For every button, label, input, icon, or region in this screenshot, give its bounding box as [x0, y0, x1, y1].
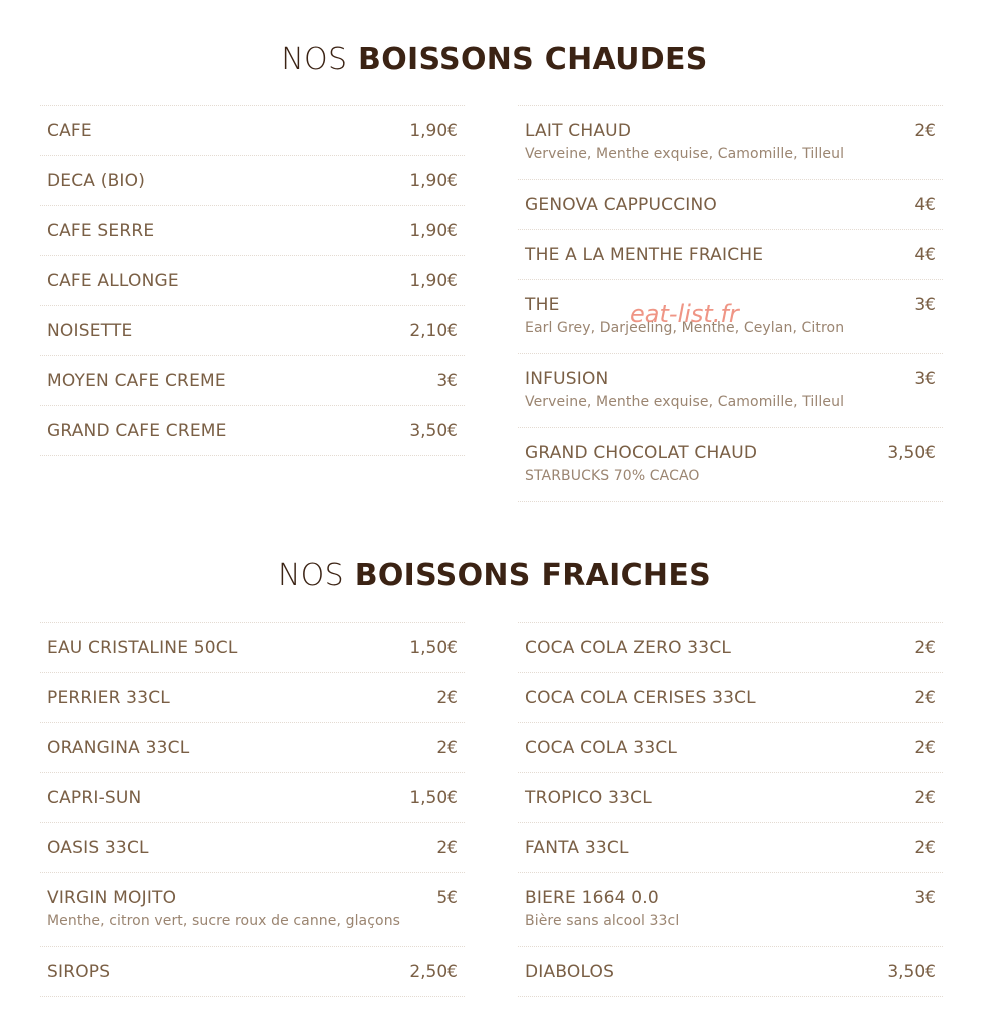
menu-item-name: NOISETTE: [47, 321, 133, 341]
menu-item: [518, 823, 943, 873]
menu-item-name: CAFE: [47, 121, 92, 141]
menu-item-name: TROPICO 33CL: [525, 788, 652, 808]
menu-item-price: 1,50€: [409, 788, 458, 808]
menu-item: [40, 623, 465, 673]
menu-item: [518, 280, 943, 354]
menu-item: [518, 873, 943, 947]
menu-item: [518, 947, 943, 997]
menu-item-description: Menthe, citron vert, sucre roux de canne, glaçons: [47, 913, 401, 929]
section-title-main: BOISSONS CHAUDES: [358, 42, 708, 77]
cold-drinks-left-column: [40, 622, 465, 997]
menu-item-price: 2€: [914, 121, 936, 141]
menu-item-description: Verveine, Menthe exquise, Camomille, Tilleul: [525, 146, 845, 162]
menu-item-name: FANTA 33CL: [525, 838, 629, 858]
menu-item-description: Earl Grey, Darjeeling, Menthe, Ceylan, Citron: [525, 320, 845, 336]
menu-item-price: 3€: [436, 371, 458, 391]
menu-item-price: 3€: [914, 369, 936, 389]
menu-item-price: 2€: [436, 838, 458, 858]
menu-item-price: 3,50€: [887, 443, 936, 463]
menu-item: [518, 723, 943, 773]
menu-item: [40, 306, 465, 356]
menu-item-price: 2€: [914, 638, 936, 658]
menu-item-price: 2€: [914, 788, 936, 808]
menu-item-name: DIABOLOS: [525, 962, 615, 982]
menu-item-price: 1,90€: [409, 271, 458, 291]
menu-item-price: 2,10€: [409, 321, 458, 341]
menu-item-name: COCA COLA CERISES 33CL: [525, 688, 756, 708]
menu-item-name: GRAND CAFE CREME: [47, 421, 227, 441]
menu-item-name: COCA COLA ZERO 33CL: [525, 638, 732, 658]
menu-item-name: THE: [525, 295, 560, 315]
menu-item: [40, 773, 465, 823]
menu-item: [40, 406, 465, 456]
menu-item-price: 2,50€: [409, 962, 458, 982]
menu-item-price: 4€: [914, 195, 936, 215]
menu-item-name: INFUSION: [525, 369, 609, 389]
menu-item-name: SIROPS: [47, 962, 111, 982]
menu-item: [40, 206, 465, 256]
cold-drinks-right-column: [518, 622, 943, 997]
menu-item: [40, 823, 465, 873]
menu-item-name: GRAND CHOCOLAT CHAUD: [525, 443, 758, 463]
menu-item-price: 5€: [436, 888, 458, 908]
menu-item-price: 2€: [914, 838, 936, 858]
menu-item-price: 2€: [436, 738, 458, 758]
menu-item-name: VIRGIN MOJITO: [47, 888, 177, 908]
section-title-main: BOISSONS FRAICHES: [354, 558, 712, 593]
menu-item-name: GENOVA CAPPUCCINO: [525, 195, 717, 215]
menu-item-price: 3€: [914, 295, 936, 315]
menu-item: [40, 673, 465, 723]
menu-item-name: ORANGINA 33CL: [47, 738, 190, 758]
menu-item-name: COCA COLA 33CL: [525, 738, 678, 758]
menu-item: [40, 873, 465, 947]
menu-item: [40, 156, 465, 206]
menu-item-name: CAFE SERRE: [47, 221, 155, 241]
menu-item-price: 3€: [914, 888, 936, 908]
menu-item-price: 3,50€: [409, 421, 458, 441]
menu-item-name: LAIT CHAUD: [525, 121, 632, 141]
menu-item: [518, 673, 943, 723]
menu-item: [40, 106, 465, 156]
section-title-hot-drinks: [0, 42, 989, 78]
menu-item-name: THE A LA MENTHE FRAICHE: [525, 245, 764, 265]
menu-item-name: CAFE ALLONGE: [47, 271, 179, 291]
section-title-cold-drinks: [0, 558, 989, 594]
menu-item-name: PERRIER 33CL: [47, 688, 170, 708]
menu-item-price: 1,50€: [409, 638, 458, 658]
menu-item-description: Verveine, Menthe exquise, Camomille, Tilleul: [525, 394, 845, 410]
hot-drinks-right-column: [518, 105, 943, 502]
menu-item-name: DECA (BIO): [47, 171, 146, 191]
menu-item-price: 1,90€: [409, 121, 458, 141]
menu-item: [40, 723, 465, 773]
menu-item: [40, 256, 465, 306]
menu-item: [40, 356, 465, 406]
menu-item-name: EAU CRISTALINE 50CL: [47, 638, 238, 658]
menu-item-price: 2€: [436, 688, 458, 708]
menu-item: [518, 230, 943, 280]
menu-item: [518, 623, 943, 673]
menu-item-price: 1,90€: [409, 171, 458, 191]
menu-item-description: STARBUCKS 70% CACAO: [525, 468, 700, 484]
menu-item: [40, 947, 465, 997]
menu-item: [518, 354, 943, 428]
menu-item-price: 2€: [914, 738, 936, 758]
menu-item-name: CAPRI-SUN: [47, 788, 142, 808]
menu-item-description: Bière sans alcool 33cl: [525, 913, 680, 929]
hot-drinks-left-column: [40, 105, 465, 456]
menu-item: [518, 428, 943, 502]
menu-item-name: BIERE 1664 0.0: [525, 888, 659, 908]
watermark: eat-list.fr: [630, 300, 739, 328]
section-title-prefix: NOS: [281, 42, 348, 77]
menu-item: [518, 180, 943, 230]
menu-item-price: 2€: [914, 688, 936, 708]
menu-item-price: 3,50€: [887, 962, 936, 982]
menu-item-price: 1,90€: [409, 221, 458, 241]
menu-item: [518, 106, 943, 180]
menu-item-name: MOYEN CAFE CREME: [47, 371, 226, 391]
section-title-prefix: NOS: [277, 558, 344, 593]
menu-item: [518, 773, 943, 823]
menu-item-name: OASIS 33CL: [47, 838, 149, 858]
menu-item-price: 4€: [914, 245, 936, 265]
